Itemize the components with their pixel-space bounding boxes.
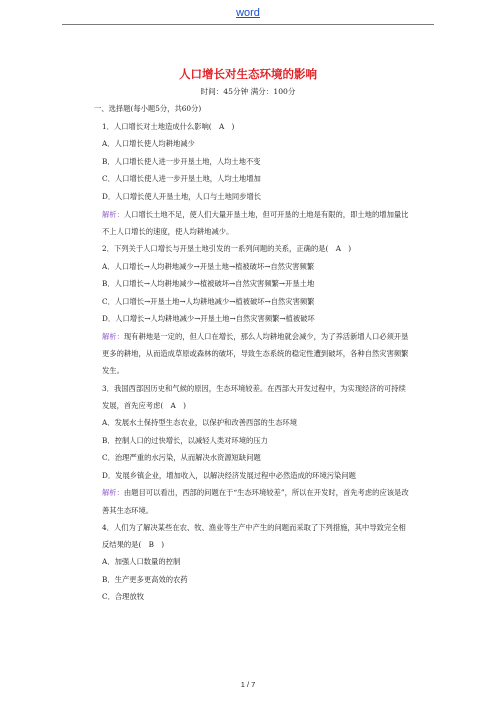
question-explanation [94,328,410,380]
question-stem: 1．人口增长对土地造成什么影响( A ) [102,121,235,131]
question-option: B．人口增长→人均耕地减少→植被破坏→自然灾害频繁→开垦土地 [102,279,315,289]
question-option: A．人口增长使人均耕地减少 [102,139,195,149]
question-explanation [94,484,410,518]
document-body [94,100,410,606]
question-option: B．生产更多更高效的农药 [102,574,188,584]
explanation-label: 解析： [102,488,124,498]
explanation-label: 解析： [102,331,124,341]
explanation-text: 现有耕地是一定的，但人口在增长，那么人均耕地就会减少，为了养活新增人口必须开垦更多的耕地，从而造成草原或森林的破坏，导致生态系统的稳定性遭到破坏，各种自然灾害频繁发生。 [102,331,409,376]
question-stem: 4．人们为了解决某些在农、牧、渔业等生产中产生的问题而采取了下列措施，其中导致完全相反结果的是( B ) [102,522,406,549]
question-option: D．人口增长使人开垦土地，人口与土地同步增长 [102,191,262,201]
explanation-text: 由题目可以看出，西部的问题在于“生态环境较差”，所以在开发时，首先考虑的应该是改善其生态环境。 [102,488,409,515]
question-option: C．合理放牧 [102,592,145,602]
question-explanation [94,206,410,240]
question-option: C．治理严重的水污染，从而解决水资源短缺问题 [102,453,261,463]
question-stem: 3．我国西部因历史和气候的原因，生态环境较差。在西部大开发过程中，为实现经济的可持续发展，首先应考虑( A ) [102,383,406,410]
explanation-text: 人口增长土地不足，使人们大量开垦土地，但可开垦的土地是有限的，即土地的增加量比不上人口增长的速度，使人均耕地减少。 [102,209,409,236]
question-option: D．人口增长→人均耕地减少→开垦土地→自然灾害频繁→植被破坏 [102,314,315,324]
question-option: B．人口增长使人进一步开垦土地，人均土地不变 [102,156,261,166]
document-meta: 时间：45分钟 满分：100分 [200,87,296,96]
question-option: A．发展水土保持型生态农业，以保护和改善西部的生态环境 [102,417,297,427]
question-option: C．人口增长使人进一步开垦土地，人均土地增加 [102,174,261,184]
question-option: B．控制人口的过快增长，以减轻人类对环境的压力 [102,435,268,445]
section-heading: 一、选择题(每小题5分，共60分) [94,104,202,113]
document-title: 人口增长对生态环境的影响 [179,67,317,81]
explanation-label: 解析： [102,209,124,219]
header-link[interactable]: word [236,7,260,19]
question-option: C．人口增长→开垦土地→人均耕地减少→植被破坏→自然灾害频繁 [102,296,315,306]
question-option: A．加强人口数量的控制 [102,557,181,567]
question-stem: 2．下列关于人口增长与开垦土地引发的一系列问题的关系，正确的是( A ) [102,243,352,253]
page-number: 1 / 7 [240,680,256,689]
question-option: A．人口增长→人均耕地减少→开垦土地→植被破坏→自然灾害频繁 [102,261,315,271]
question-option: D．发展乡镇企业，增加收入，以解决经济发展过程中必然造成的环境污染问题 [102,470,356,480]
header-divider [62,24,434,25]
